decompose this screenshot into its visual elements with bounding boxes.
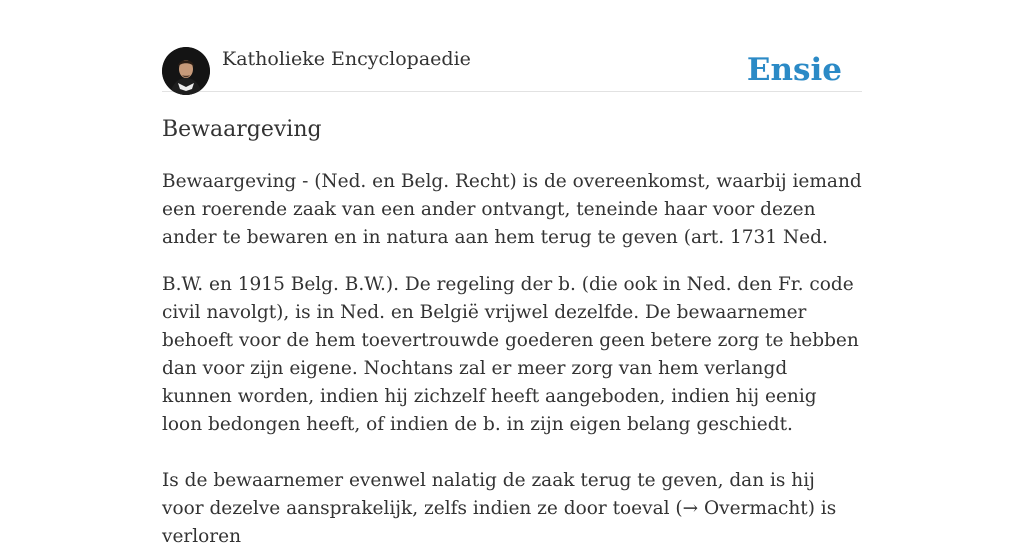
site-title[interactable]: Katholieke Encyclopaedie	[222, 48, 471, 70]
article-body	[162, 168, 862, 551]
page-title: Bewaargeving	[162, 117, 322, 142]
article-paragraph: B.W. en 1915 Belg. B.W.). De regeling der b. (die ook in Ned. den Fr. code civil navolgt), is in Ned. en België vrijwel dezelfde. De bewaarnemer behoeft voor de hem toevertrouwde goederen geen betere zorg te hebben dan voor zijn eigene. Nochtans zal er meer zorg van hem verlangd kunnen worden, indien hij zichzelf heeft aangeboden, indien hij eenig loon bedongen heeft, of indien de b. in zijn eigen belang geschiedt.	[162, 274, 859, 435]
site-header	[162, 46, 862, 92]
article-paragraph: Bewaargeving - (Ned. en Belg. Recht) is de overeenkomst, waarbij iemand een roerende zaak van een ander ontvangt, teneinde haar voor dezen ander te bewaren en in natura aan hem terug te geven (art. 1731 Ned.	[162, 171, 862, 248]
article-paragraph: Is de bewaarnemer evenwel nalatig de zaak terug te geven, dan is hij voor dezelve aansprakelijk, zelfs indien ze door toeval (→ Overmacht) is verloren	[162, 470, 837, 547]
ensie-logo[interactable]: Ensie	[746, 52, 842, 88]
portrait-avatar-icon[interactable]	[162, 47, 210, 95]
